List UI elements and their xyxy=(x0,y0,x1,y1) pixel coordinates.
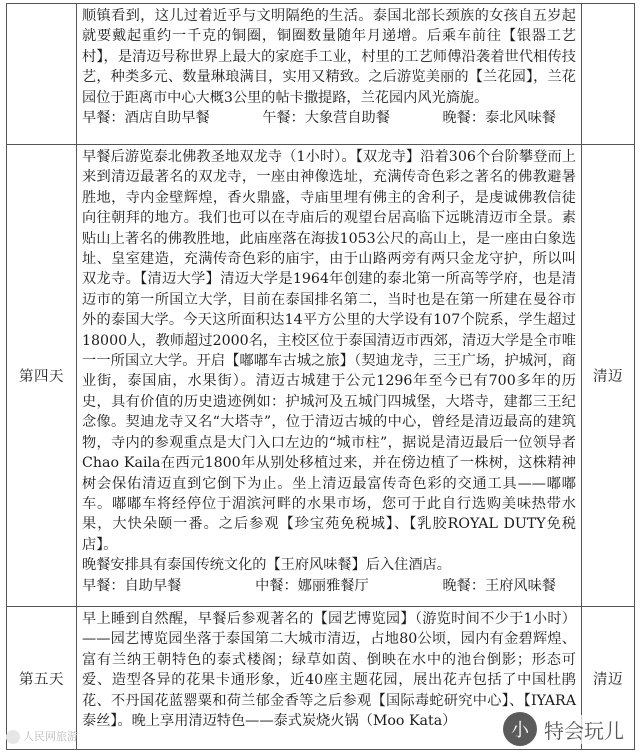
table-row xyxy=(7,4,635,145)
source-watermark xyxy=(6,728,78,744)
itinerary-text: 早上睡到自然醒，早餐后参观著名的【园艺博览园】（游览时间不少于1小时）——园艺博览园坐落于泰国第二大城市清迈，占地80公顷，园内有金碧辉煌、富有兰纳王朝特色的泰式楼阁；绿草如茵、倒映在水中的池台倒影；形态可爱、造型各异的花果卡通形象，近40座主题花园，展出花卉包括了中国杜鹃花、不丹国花蓝罂粟和荷兰郁金香等之后参观【国际毒蛇研究中心】、【IYARA泰丝】。晚上享用清迈特色——泰式炭烧火锅（Moo Kata） xyxy=(82,611,576,730)
account-watermark-text: 特会玩儿 xyxy=(542,715,626,744)
dinner-label: 晚餐：泰北风味餐 xyxy=(442,110,556,127)
itinerary-table xyxy=(6,3,635,750)
table-row xyxy=(7,145,635,607)
account-logo-icon: 小 xyxy=(503,712,537,746)
day-cell: 第四天 xyxy=(7,145,77,607)
day-cell xyxy=(7,4,77,145)
breakfast-label: 早餐：自助早餐 xyxy=(82,577,182,594)
lunch-label: 中餐：娜丽雅餐厅 xyxy=(255,577,369,594)
lunch-label: 午餐：大象营自助餐 xyxy=(262,110,390,127)
source-watermark-text: 人民网旅游 xyxy=(23,730,78,743)
dinner-label: 晚餐：王府风味餐 xyxy=(442,577,556,594)
city-cell: 清迈 xyxy=(582,607,635,750)
meals-line xyxy=(82,108,576,128)
itinerary-text: 早餐后游览泰北佛教圣地双龙寺（1小时）。【双龙寺】沿着306个台阶攀登而上来到清迈最著名的双龙寺，一座由神像选址，充满传奇色彩之著名的佛教避暑胜地，寺内金壁辉煌，香火鼎盛，寺庙里埋有佛主的舍利子，是虔诚佛教信徒向往朝拜的地方。我们也可以在寺庙后的观望台居高临下远眺清迈市全景。素贴山上著名的佛教胜地，此庙座落在海拔1053公尺的高山上，是一座由白象选址、皇室建造，充满传奇色彩的庙宇，由于山路两旁有两只金龙守护，所以叫双龙寺。【清迈大学】清迈大学是1964年创建的泰北第一所高等学府，也是清迈市的第一所国立大学，目前在泰国排名第二，当时也是在第一所建在曼谷市外的泰国大学。今天这所面积达14平方公里的大学设有107个院系，学生超过18000人，教师超过2000名，主校区位于泰国清迈市西郊，清迈大学是全市唯一一所国立大学。开启【嘟嘟车古城之旅】（契迪龙寺，三王广场，护城河，商业街，泰国庙，水果街）。清迈古城建于公元1296年至今已有700多年的历史，具有价值的历史遗迹例如：护城河及五城门四城堡，大塔寺，建都三王纪念像。契迪龙寺又名“大塔寺”，位于清迈古城的中心，曾经是清迈最高的建筑物，寺内的参观重点是大门入口左边的“城市柱”，据说是清迈最后一位领导者Chao Kaila在西元1800年从别处移植过来，并在傍边植了一株树，这株精神树会保佑清迈直到它倒下为止。坐上清迈最富传奇色彩的交通工具——嘟嘟车。嘟嘟车将经停位于湄滨河畔的水果市场，您可于此自行选购美味热带水果，大快朵颐一番。之后参观【珍宝苑免税城】、【乳胶ROYAL DUTY免税店】。 xyxy=(82,149,576,553)
account-watermark xyxy=(503,712,626,746)
city-cell: 清迈 xyxy=(582,145,635,607)
dinner-note: 晚餐安排具有泰国传统文化的【王府风味餐】后入住酒店。 xyxy=(82,557,451,574)
watermark-logo-icon xyxy=(6,730,20,744)
itinerary-cell xyxy=(77,4,582,145)
breakfast-label: 早餐：酒店自助早餐 xyxy=(82,110,210,127)
meals-line xyxy=(82,576,576,596)
itinerary-text: 顺镇看到，这儿过着近乎与文明隔绝的生活。泰国北部长颈族的女孩自五岁起就要戴起重约一千克的铜圈，铜圈数量随年月递增。后乘车前往【银器工艺村】，是清迈号称世界上最大的家庭手工业，村里的工艺师傅沿袭着世代相传技艺，种类多元、数量琳琅满目，实用又精致。之后游览美丽的【兰花园】，兰花园位于距离市中心大概3公里的帖卡撒提路，兰花园内风光旖旎。 xyxy=(82,8,576,106)
itinerary-cell xyxy=(77,145,582,607)
city-cell xyxy=(582,4,635,145)
day-cell: 第五天 xyxy=(7,607,77,750)
